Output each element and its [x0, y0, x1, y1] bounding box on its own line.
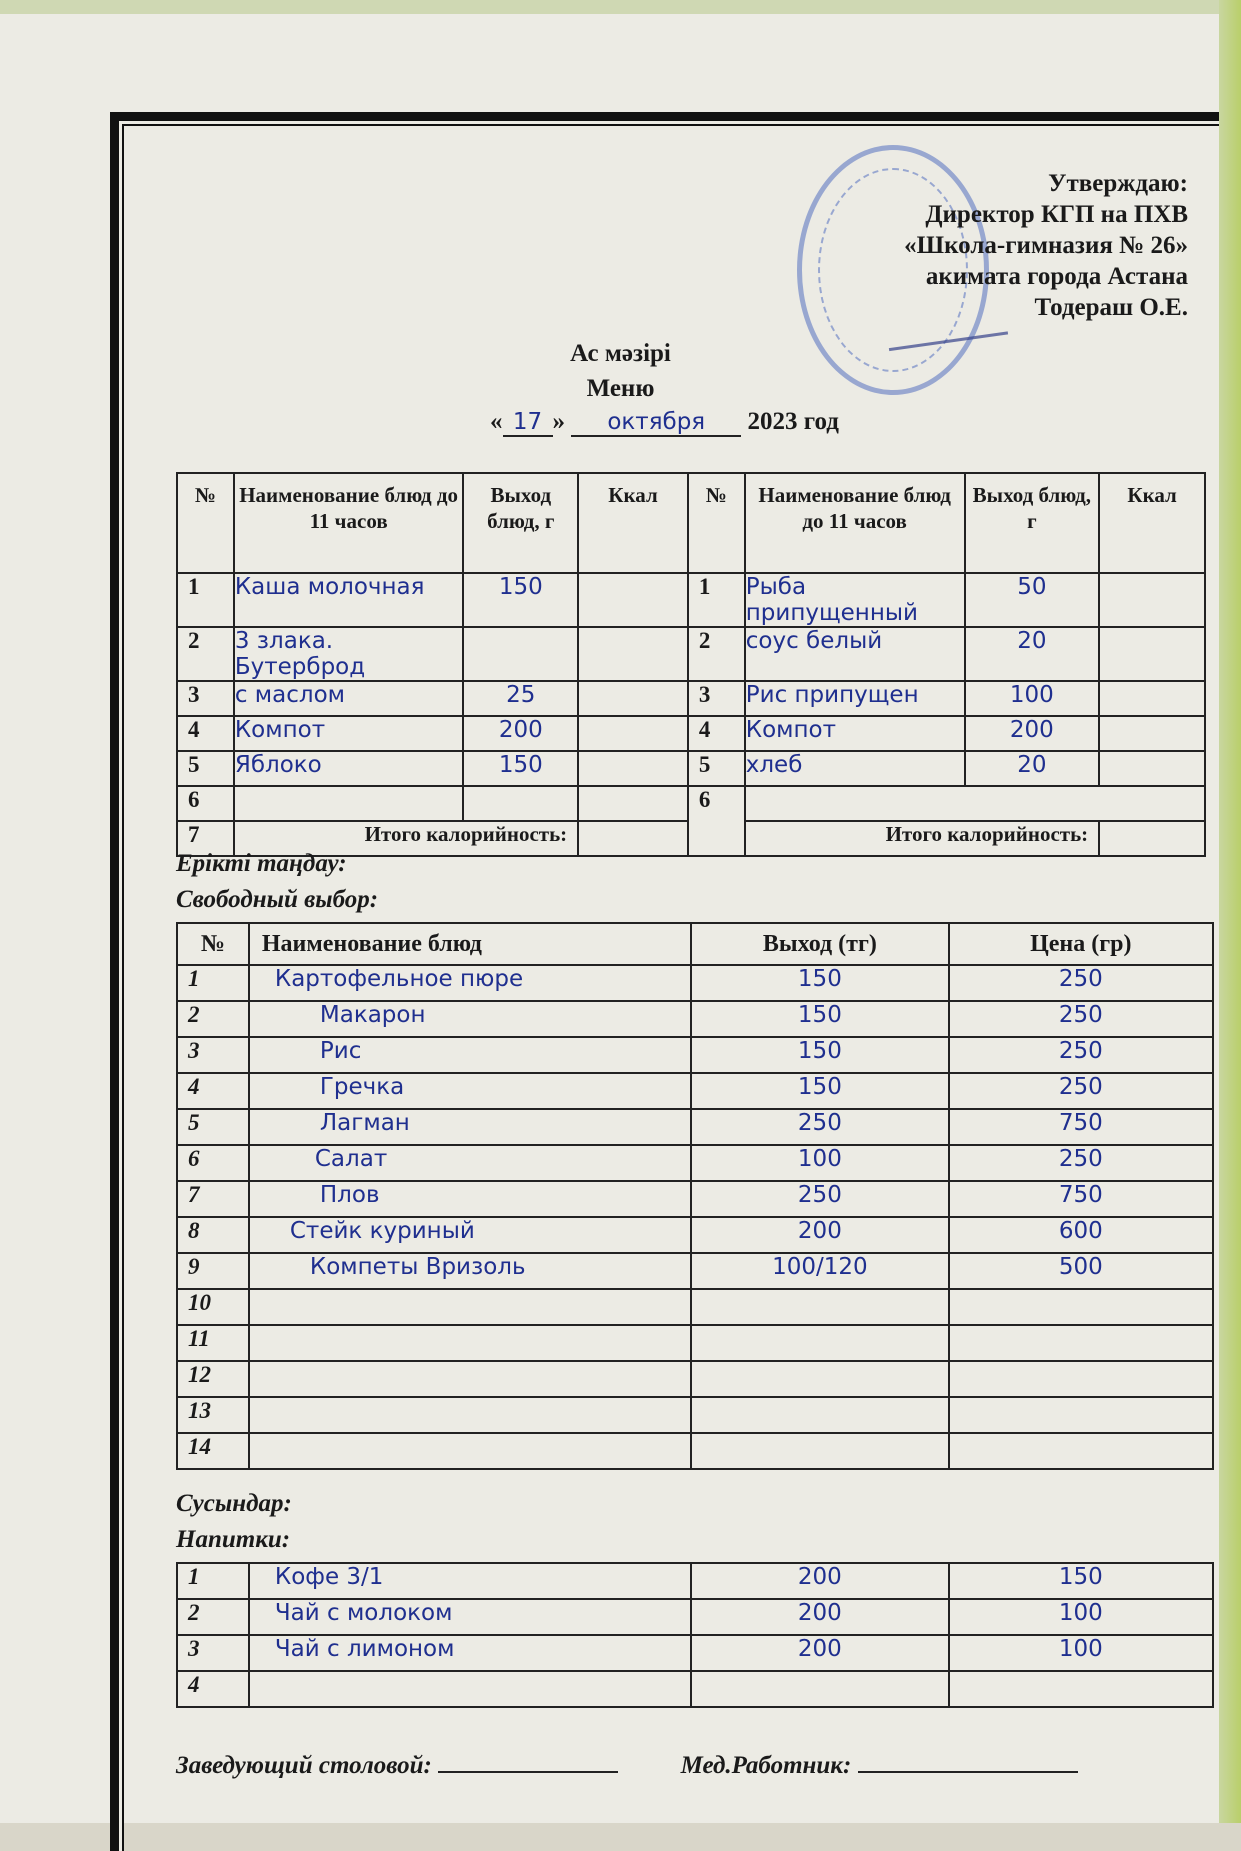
cell-name — [249, 1325, 691, 1361]
menu-table-header — [177, 473, 1205, 573]
cell-num: 3 — [177, 681, 234, 716]
header-num-2: № — [688, 473, 745, 573]
cell-price — [949, 1361, 1213, 1397]
cell-name: Рыба припущенный — [745, 573, 965, 627]
cell-num: 1 — [177, 1563, 249, 1599]
cell-output — [691, 1325, 949, 1361]
cell-num: 9 — [177, 1253, 249, 1289]
cell-num: 5 — [177, 751, 234, 786]
table-row — [177, 1109, 1213, 1145]
cell-kcal — [578, 751, 688, 786]
cell-output: 150 — [463, 573, 578, 627]
header-kcal-2: Ккал — [1099, 473, 1205, 573]
cell-kcal — [578, 573, 688, 627]
cell-name: Плов — [249, 1181, 691, 1217]
cell-num: 5 — [688, 751, 745, 786]
medic-signature-line — [858, 1771, 1078, 1773]
cell-name: Компот — [745, 716, 965, 751]
table-row — [177, 1217, 1213, 1253]
cell-num: 4 — [177, 1073, 249, 1109]
cell-price: 250 — [949, 1145, 1213, 1181]
date-day: 17 — [503, 409, 553, 437]
header-output: Выход блюд, г — [463, 473, 578, 573]
table-row — [177, 786, 1205, 821]
cell-output: 150 — [463, 751, 578, 786]
cell-output: 100/120 — [691, 1253, 949, 1289]
header-output: Выход (тг) — [691, 923, 949, 965]
cell-price: 150 — [949, 1563, 1213, 1599]
table-row — [177, 1397, 1213, 1433]
table-row — [177, 1599, 1213, 1635]
date-month: октября — [571, 409, 741, 437]
cell-num: 10 — [177, 1289, 249, 1325]
approval-line-1: Утверждаю: — [1048, 170, 1188, 197]
cell-name: Яблоко — [234, 751, 464, 786]
table-row — [177, 1253, 1213, 1289]
cell-price — [949, 1671, 1213, 1707]
cell-name: Чай с молоком — [249, 1599, 691, 1635]
cell-price — [949, 1289, 1213, 1325]
cell-output — [463, 786, 578, 821]
total-label-right: Итого калорийность: — [745, 821, 1099, 856]
medic-label: Мед.Работник: — [680, 1752, 852, 1779]
table-row — [177, 1037, 1213, 1073]
cell-output: 200 — [691, 1599, 948, 1635]
table-row — [177, 1289, 1213, 1325]
drinks-table — [176, 1562, 1214, 1708]
table-row — [177, 573, 1205, 627]
cell-empty — [745, 786, 1205, 821]
cell-output: 250 — [691, 1181, 949, 1217]
table-row — [177, 965, 1213, 1001]
total-label-left: Итого калорийность: — [234, 821, 578, 856]
cell-output — [691, 1671, 948, 1707]
date-year: 2023 год — [747, 408, 839, 435]
cell-name: 3 злака. Бутерброд — [234, 627, 464, 681]
cell-output — [691, 1433, 949, 1469]
cell-num: 2 — [177, 1599, 249, 1635]
table-row — [177, 716, 1205, 751]
menu-date: « 17 » октября 2023 год — [490, 408, 839, 435]
cell-num: 6 — [177, 786, 234, 821]
approval-line-2: Директор КГП на ПХВ — [925, 201, 1188, 228]
cell-name: Рис припущен — [745, 681, 965, 716]
cell-num: 4 — [177, 716, 234, 751]
cell-name — [249, 1361, 691, 1397]
cell-name: Лагман — [249, 1109, 691, 1145]
header-name: Наименование блюд до 11 часов — [234, 473, 464, 573]
cell-name: Гречка — [249, 1073, 691, 1109]
cell-num: 2 — [177, 627, 234, 681]
cell-output: 200 — [691, 1563, 948, 1599]
cell-name: Компеты Вризоль — [249, 1253, 691, 1289]
cell-name — [234, 786, 464, 821]
cell-price: 250 — [949, 1037, 1213, 1073]
header-name-2: Наименование блюд до 11 часов — [745, 473, 965, 573]
table-row — [177, 751, 1205, 786]
cell-kcal — [578, 716, 688, 751]
cell-kcal-total — [578, 821, 688, 856]
cell-output: 200 — [965, 716, 1100, 751]
cell-name: хлеб — [745, 751, 965, 786]
cell-num: 6 — [177, 1145, 249, 1181]
cell-name — [249, 1289, 691, 1325]
cell-kcal — [1099, 627, 1205, 681]
cell-kcal — [1099, 716, 1205, 751]
cell-name: Макарон — [249, 1001, 691, 1037]
table-row — [177, 681, 1205, 716]
cell-kcal — [1099, 573, 1205, 627]
cell-price: 100 — [949, 1635, 1213, 1671]
cell-kcal — [578, 681, 688, 716]
background-edge — [1219, 0, 1241, 1823]
cell-num: 12 — [177, 1361, 249, 1397]
cell-output: 100 — [965, 681, 1100, 716]
free-choice-label-ru: Свободный выбор: — [176, 886, 379, 913]
cell-num: 13 — [177, 1397, 249, 1433]
cell-output — [691, 1397, 949, 1433]
cell-num: 14 — [177, 1433, 249, 1469]
header-num: № — [177, 923, 249, 965]
cell-name: Кофе 3/1 — [249, 1563, 691, 1599]
free-choice-table — [176, 922, 1214, 1470]
cell-num: 8 — [177, 1217, 249, 1253]
table-row — [177, 1073, 1213, 1109]
cell-num: 3 — [177, 1037, 249, 1073]
cell-kcal-total — [1099, 821, 1205, 856]
approval-block — [904, 168, 1188, 323]
cell-output: 50 — [965, 573, 1100, 627]
cell-price: 100 — [949, 1599, 1213, 1635]
title-kz: Ас мәзірі — [570, 340, 671, 367]
cell-price — [949, 1397, 1213, 1433]
header-kcal: Ккал — [578, 473, 688, 573]
table-row — [177, 1563, 1213, 1599]
cell-price: 250 — [949, 1073, 1213, 1109]
cell-name: Стейк куриный — [249, 1217, 691, 1253]
table-row — [177, 1671, 1213, 1707]
table-row — [177, 1001, 1213, 1037]
cell-num: 1 — [177, 573, 234, 627]
header-output-2: Выход блюд, г — [965, 473, 1100, 573]
cell-name: соус белый — [745, 627, 965, 681]
cell-name: Картофельное пюре — [249, 965, 691, 1001]
cell-output: 150 — [691, 1001, 949, 1037]
cell-output: 150 — [691, 1037, 949, 1073]
cell-output — [691, 1289, 949, 1325]
table-row — [177, 1145, 1213, 1181]
drinks-label-kz: Сусындар: — [176, 1490, 292, 1517]
drinks-label-ru: Напитки: — [176, 1526, 291, 1553]
free-choice-label-kz: Ерікті таңдау: — [176, 850, 347, 877]
table-row — [177, 1361, 1213, 1397]
approval-line-4: акимата города Астана — [925, 263, 1188, 290]
cell-name: с маслом — [234, 681, 464, 716]
cell-output: 250 — [691, 1109, 949, 1145]
cell-num: 3 — [177, 1635, 249, 1671]
cell-output: 20 — [965, 751, 1100, 786]
cell-num: 5 — [177, 1109, 249, 1145]
cell-num: 2 — [177, 1001, 249, 1037]
cell-name: Каша молочная — [234, 573, 464, 627]
cell-price: 250 — [949, 1001, 1213, 1037]
cell-num: 1 — [177, 965, 249, 1001]
cell-kcal — [1099, 681, 1205, 716]
header-price: Цена (гр) — [949, 923, 1213, 965]
header-num: № — [177, 473, 234, 573]
cell-name — [249, 1433, 691, 1469]
cell-name: Рис — [249, 1037, 691, 1073]
canteen-head-signature-line — [438, 1771, 618, 1773]
cell-price: 750 — [949, 1181, 1213, 1217]
paper-top-edge — [0, 0, 1228, 14]
cell-output — [691, 1361, 949, 1397]
table-row — [177, 1181, 1213, 1217]
cell-output: 25 — [463, 681, 578, 716]
cell-kcal — [578, 786, 688, 821]
cell-price — [949, 1325, 1213, 1361]
cell-name — [249, 1397, 691, 1433]
cell-num: 1 — [688, 573, 745, 627]
free-choice-header — [177, 923, 1213, 965]
canteen-head-label: Заведующий столовой: — [176, 1752, 432, 1779]
table-row — [177, 1325, 1213, 1361]
cell-price: 500 — [949, 1253, 1213, 1289]
cell-output: 200 — [691, 1217, 949, 1253]
cell-price: 750 — [949, 1109, 1213, 1145]
cell-num: 2 — [688, 627, 745, 681]
table-row — [177, 627, 1205, 681]
cell-output — [463, 627, 578, 681]
cell-num: 7 — [177, 821, 234, 856]
table-row — [177, 1433, 1213, 1469]
cell-name: Чай с лимоном — [249, 1635, 691, 1671]
cell-price: 600 — [949, 1217, 1213, 1253]
cell-output: 20 — [965, 627, 1100, 681]
cell-name: Компот — [234, 716, 464, 751]
cell-name: Салат — [249, 1145, 691, 1181]
cell-output: 150 — [691, 965, 949, 1001]
cell-num: 4 — [177, 1671, 249, 1707]
footer-signatures — [176, 1752, 1078, 1780]
cell-output: 200 — [463, 716, 578, 751]
approval-line-5: Тодераш О.Е. — [1034, 294, 1188, 321]
cell-num: 11 — [177, 1325, 249, 1361]
cell-kcal — [1099, 751, 1205, 786]
menu-table — [176, 472, 1206, 857]
cell-name — [249, 1671, 691, 1707]
cell-kcal — [578, 627, 688, 681]
cell-num: 4 — [688, 716, 745, 751]
cell-output: 200 — [691, 1635, 948, 1671]
cell-output: 150 — [691, 1073, 949, 1109]
cell-price: 250 — [949, 965, 1213, 1001]
title-ru: Меню — [586, 375, 655, 402]
cell-num: 7 — [177, 1181, 249, 1217]
approval-line-3: «Школа-гимназия № 26» — [904, 232, 1188, 259]
cell-output: 100 — [691, 1145, 949, 1181]
cell-price — [949, 1433, 1213, 1469]
cell-num: 6 — [688, 786, 745, 856]
table-row — [177, 1635, 1213, 1671]
cell-num: 3 — [688, 681, 745, 716]
header-name: Наименование блюд — [249, 923, 691, 965]
